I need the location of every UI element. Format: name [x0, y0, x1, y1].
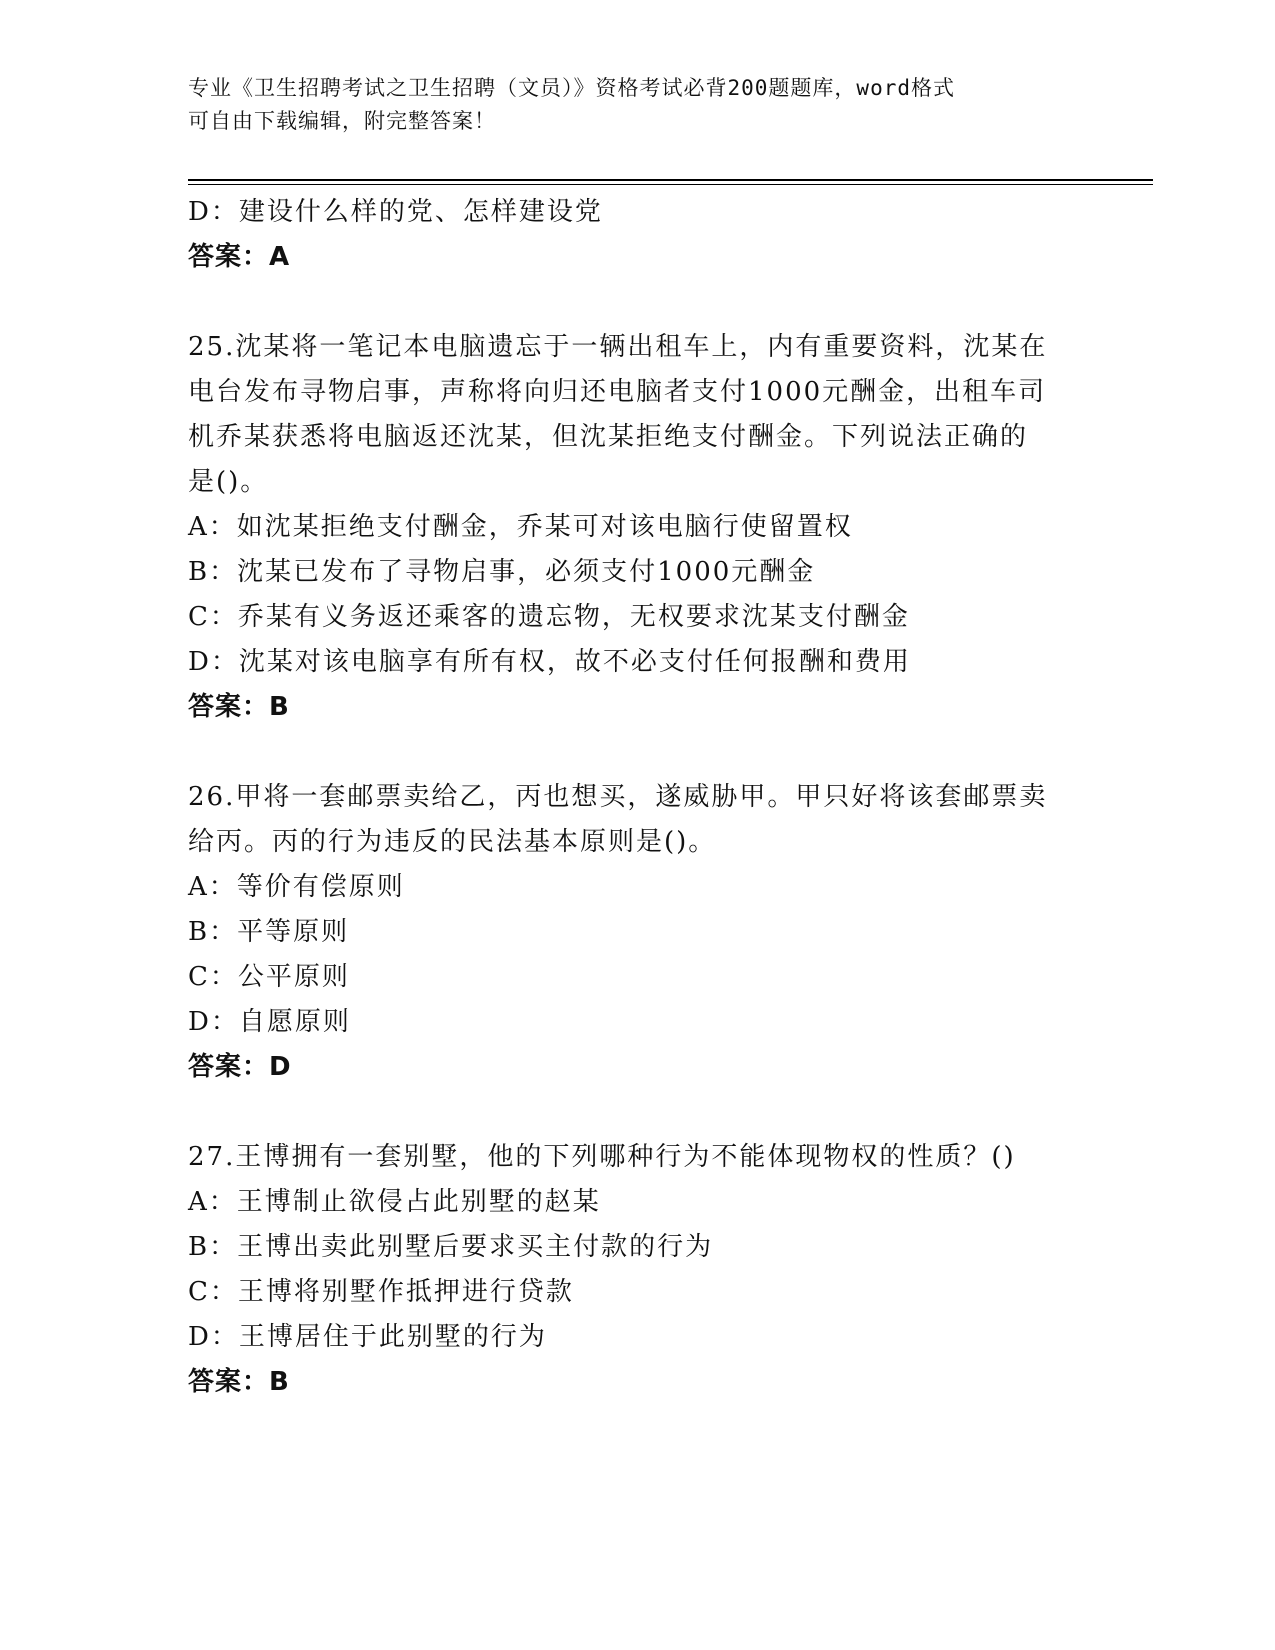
option-a: A：王博制止欲侵占此别墅的赵某 — [188, 1187, 601, 1217]
option-b: B：平等原则 — [188, 917, 350, 947]
option-c: C：王博将别墅作抵押进行贷款 — [188, 1277, 574, 1307]
question-stem-line: 26.甲将一套邮票卖给乙，丙也想买，遂威胁甲。甲只好将该套邮票卖 — [188, 782, 1048, 812]
option-d: D：沈某对该电脑享有所有权，故不必支付任何报酬和费用 — [188, 647, 911, 677]
option-b: B：王博出卖此别墅后要求买主付款的行为 — [188, 1232, 714, 1262]
option-c: C：乔某有义务返还乘客的遗忘物，无权要求沈某支付酬金 — [188, 602, 910, 632]
answer-line: 答案：B — [188, 1367, 290, 1397]
question-26 — [188, 775, 1088, 1090]
option-d: D：自愿原则 — [188, 1007, 351, 1037]
question-stem-line: 25.沈某将一笔记本电脑遗忘于一辆出租车上，内有重要资料，沈某在 — [188, 332, 1048, 362]
question-stem-line: 机乔某获悉将电脑返还沈某，但沈某拒绝支付酬金。下列说法正确的 — [188, 422, 1029, 452]
question-stem-line: 27.王博拥有一套别墅，他的下列哪种行为不能体现物权的性质？() — [188, 1142, 1016, 1172]
answer-line: 答案：B — [188, 692, 290, 722]
header-divider-thick — [188, 179, 1153, 181]
document-header — [188, 72, 1068, 138]
question-25 — [188, 325, 1088, 730]
question-content — [188, 190, 1088, 1405]
question-stem-line: 是()。 — [188, 467, 269, 497]
spacer — [188, 1090, 1088, 1135]
option-c: C：公平原则 — [188, 962, 350, 992]
spacer — [188, 280, 1088, 325]
answer-line: 答案：D — [188, 1052, 292, 1082]
answer-line: 答案：A — [188, 242, 291, 272]
header-line-1: 专业《卫生招聘考试之卫生招聘（文员）》资格考试必背200题题库，word格式 — [188, 76, 955, 100]
spacer — [188, 730, 1088, 775]
option-a: A：等价有偿原则 — [188, 872, 405, 902]
option-b: B：沈某已发布了寻物启事，必须支付1000元酬金 — [188, 557, 816, 587]
header-line-2: 可自由下载编辑，附完整答案！ — [188, 109, 496, 133]
question-stem-line: 电台发布寻物启事，声称将向归还电脑者支付1000元酬金，出租车司 — [188, 377, 1047, 407]
option-d: D：建设什么样的党、怎样建设党 — [188, 197, 603, 227]
question-27 — [188, 1135, 1088, 1405]
option-d: D：王博居住于此别墅的行为 — [188, 1322, 547, 1352]
option-a: A：如沈某拒绝支付酬金，乔某可对该电脑行使留置权 — [188, 512, 853, 542]
header-divider-thin — [188, 184, 1153, 185]
question-stem-line: 给丙。丙的行为违反的民法基本原则是()。 — [188, 827, 717, 857]
